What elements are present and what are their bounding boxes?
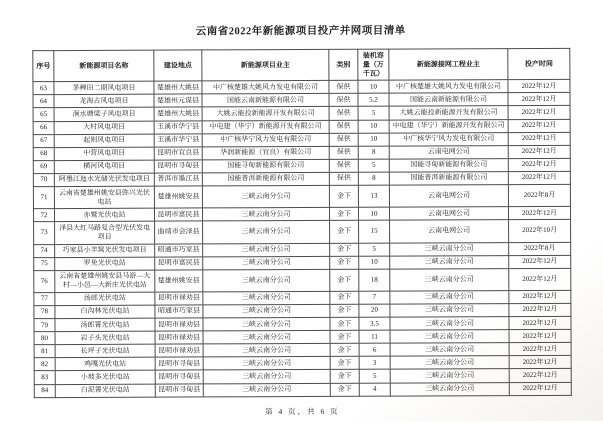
table-cell-no: 79 [34,319,55,332]
table-cell-location: 昭通市巧家县 [155,305,203,318]
table-cell-location: 昆明市禄劝县 [155,344,203,357]
table-cell-date: 2022年12月 [508,171,570,184]
table-cell-name: 中营风电项目 [54,147,154,161]
table-cell-no: 75 [34,257,55,270]
table-cell-name: 汤郎光伏电站 [55,292,155,306]
table-cell-category: 金下 [330,370,359,383]
table-cell-grid_owner: 中广核楚雄大姚风力发电有限公司 [389,80,508,94]
column-header-name: 新能源项目名称 [54,50,154,82]
table-cell-name: 涧水塘梁子风电项目 [54,108,154,122]
table-cell-date: 2022年12月 [508,106,570,119]
table-cell-category: 金下 [330,304,359,317]
table-cell-location: 楚雄州姚安县 [155,270,203,292]
table-cell-owner: 三峡云南分公司 [203,383,330,397]
table-cell-category: 金下 [330,383,359,396]
table-cell-capacity: 3 [359,356,390,369]
table-cell-date: 2022年12月 [509,356,571,369]
table-cell-grid_owner: 大姚云能投新能源开发有限公司 [389,106,508,120]
table-cell-name: 小坡多光伏电站 [55,371,155,385]
table-cell-grid_owner: 三峡云南分公司 [390,382,509,396]
table-cell-grid_owner: 云南电网公司 [389,207,508,221]
table-cell-capacity: 5.2 [358,93,389,106]
table-cell-category: 金下 [329,185,358,207]
table-cell-no: 64 [33,95,54,108]
table-cell-date: 2022年12月 [508,119,570,132]
table-cell-category: 保供 [329,146,358,159]
table-cell-capacity: 11 [359,330,390,343]
table-cell-capacity: 5 [359,370,390,383]
header-row [33,48,570,82]
table-cell-no: 84 [34,384,55,397]
table-cell-no: 80 [34,332,55,345]
table-cell-capacity: 7 [359,291,390,304]
table-row [33,184,570,209]
table-cell-location: 昆明市富民县 [155,257,203,270]
table-cell-owner: 三峡云南分公司 [203,370,330,384]
table-cell-category: 保供 [329,172,358,185]
table-cell-capacity: 15 [359,220,390,242]
table-row [34,268,571,293]
table-cell-no: 67 [33,134,54,147]
document-title: 云南省2022年新能源项目投产并网项目清单 [195,25,406,38]
table-cell-date: 2022年10月 [509,220,571,242]
table-cell-category: 金下 [330,256,359,269]
table-cell-owner: 三峡云南分公司 [203,291,330,305]
table-cell-no: 74 [34,244,55,257]
table-cell-name: 云南省楚雄州姚安县马游—大村—小邑—大新庄光伏电站 [55,270,155,293]
table-cell-date: 2022年12月 [508,145,570,158]
table-body [33,80,571,398]
table-cell-owner: 大姚云能投新能源开发有限公司 [202,107,329,121]
table-cell-no: 68 [33,147,54,160]
table-cell-grid_owner: 国能寻甸新能源有限公司 [389,158,508,172]
table-cell-capacity: 5 [359,243,390,256]
table-cell-owner: 三峡云南分公司 [203,269,330,292]
table-cell-grid_owner: 三峡云南分公司 [390,304,509,318]
table-cell-location: 昆明市禄劝县 [155,292,203,305]
table-cell-grid_owner: 三峡云南分公司 [390,343,509,357]
table-cell-date: 2022年12月 [508,80,570,93]
table-cell-location: 曲靖市会泽县 [155,221,203,243]
table-cell-name: 大村风电项目 [54,121,154,135]
table-cell-capacity: 5 [358,107,389,120]
table-cell-capacity: 5 [358,159,389,172]
table-cell-date: 2022年12月 [509,316,571,329]
table-cell-name: 云南省楚雄州姚安县弥兴光伏电站 [54,186,154,209]
table-cell-capacity: 20 [359,304,390,317]
table-cell-date: 2022年12月 [508,132,570,145]
table-cell-capacity: 10 [358,80,389,93]
table-cell-owner: 国能寻甸新能源有限公司 [202,159,329,173]
column-header-location: 建设地点 [154,50,202,81]
table-cell-grid_owner: 三峡云南分公司 [390,255,509,269]
table-cell-grid_owner: 云南电网公司 [389,185,508,208]
table-cell-category: 保供 [329,81,358,94]
table-cell-grid_owner: 国能云南新能源有限公司 [389,93,508,107]
table-cell-grid_owner: 三峡云南分公司 [390,330,509,344]
table-cell-capacity: 3.5 [359,317,390,330]
table-cell-category: 金下 [330,317,359,330]
table-cell-grid_owner: 三峡云南分公司 [390,356,509,370]
table-cell-capacity: 4 [359,383,390,396]
table-cell-category: 保供 [329,133,358,146]
table-cell-no: 65 [33,108,54,121]
table-cell-no: 83 [34,371,55,384]
table-cell-name: 长坪子光伏电站 [55,344,155,358]
table-cell-location: 昆明市寻甸县 [155,357,203,370]
table-cell-capacity: 10 [358,133,389,146]
table-cell-category: 金下 [330,221,359,243]
table-cell-owner: 中广核华宁风力发电有限公司 [202,133,329,147]
table-cell-date: 2022年12月 [508,93,570,106]
table-cell-location: 昆明市寻甸县 [154,160,202,173]
table-cell-category: 保供 [329,120,358,133]
table-cell-no: 82 [34,358,55,371]
table-cell-capacity: 8 [358,146,389,159]
table-cell-category: 保供 [329,159,358,172]
table-cell-location: 昆明市禄劝县 [155,318,203,331]
table-cell-owner: 中电建（华宁）新能源开发有限公司 [202,120,329,134]
table-cell-date: 2022年12月 [509,268,571,290]
table-cell-owner: 三峡云南分公司 [203,221,330,244]
table-cell-name: 白沟林光伏电站 [55,305,155,319]
table-cell-name: 鸡嘎光伏电站 [55,357,155,371]
table-cell-grid_owner: 三峡云南分公司 [390,242,509,256]
table-cell-name: 赤鹫光伏电站 [54,208,154,222]
table-cell-location: 楚雄州大姚县 [154,107,202,120]
table-cell-category: 金下 [330,243,359,256]
table-cell-date: 2022年12月 [508,207,570,220]
table-cell-category: 金下 [330,344,359,357]
table-cell-name: 罗免光伏电站 [55,257,155,271]
table-cell-name: 龙海古风电项目 [54,95,154,109]
table-cell-no: 71 [33,187,54,209]
column-header-owner: 新能源项目业主 [202,49,329,81]
table-cell-owner: 国能普洱新能源有限公司 [202,172,329,186]
page-number: 第 4 页，共 6 页 [265,406,340,416]
table-cell-name: 巧家县小羊窝光伏发电项目 [55,244,155,258]
table-cell-owner: 三峡云南分公司 [202,185,329,208]
table-cell-name: 起则风电项目 [54,134,154,148]
table-cell-no: 63 [33,82,54,95]
table-cell-grid_owner: 中电建（华宁）新能源开发有限公司 [389,119,508,133]
table-cell-no: 81 [34,345,55,358]
table-cell-grid_owner: 三峡云南分公司 [390,369,509,383]
table-cell-location: 昆明市宜良县 [154,147,202,160]
table-header [33,48,570,82]
table-cell-grid_owner: 中广核华宁风力发电有限公司 [389,132,508,146]
column-header-date: 投产时间 [508,48,570,80]
table-cell-category: 金下 [330,269,359,291]
table-cell-category: 保供 [329,94,358,107]
table-cell-location: 玉溪市华宁县 [154,120,202,133]
table-cell-no: 69 [33,160,54,173]
table-cell-name: 汤郎箐光伏电站 [55,318,155,332]
table-cell-capacity: 18 [359,269,390,291]
column-header-capacity: 装机容量（万千瓦） [358,49,389,80]
table-cell-capacity: 13 [358,185,389,207]
table-cell-capacity: 10 [358,207,389,220]
table-cell-owner: 三峡云南分公司 [203,256,330,270]
table-cell-owner: 三峡云南分公司 [203,331,330,345]
table-cell-name: 泽县大红马路复合型光伏发电项目 [55,221,155,244]
table-cell-location: 昆明市寻甸县 [155,370,203,383]
table-cell-category: 金下 [330,291,359,304]
table-cell-owner: 三峡云南分公司 [203,344,330,358]
table-cell-owner: 中广核楚雄大姚风力发电有限公司 [202,81,329,95]
table-cell-capacity: 6 [359,343,390,356]
table-cell-name: 茅稗田二期风电项目 [54,81,154,95]
table-cell-grid_owner: 三峡云南分公司 [390,290,509,304]
column-header-category: 类别 [329,49,358,80]
table-cell-name: 白泥箐光伏电站 [55,384,155,398]
column-header-grid-owner: 新能源接网工程业主 [389,49,508,81]
table-cell-date: 2022年8月 [508,184,570,206]
projects-table [32,48,572,398]
table-cell-owner: 国能云南新能源有限公司 [202,94,329,108]
table-cell-grid_owner: 云南电网公司 [389,145,508,159]
table-cell-no: 66 [33,121,54,134]
table-cell-owner: 华润新能源（宜良）有限公司 [202,146,329,160]
table-cell-name: 岩子头光伏电站 [55,331,155,345]
table-cell-location: 昆明市禄劝县 [155,331,203,344]
table-cell-owner: 三峡云南分公司 [203,357,330,371]
table-cell-no: 72 [33,209,54,222]
table-cell-owner: 三峡云南分公司 [202,208,329,222]
table-cell-capacity: 8 [358,172,389,185]
table-cell-date: 2022年12月 [509,329,571,342]
table-cell-date: 2022年12月 [509,369,571,382]
table-cell-category: 金下 [330,357,359,370]
table-cell-date: 2022年12月 [509,303,571,316]
table-cell-grid_owner: 国能普洱新能源有限公司 [389,172,508,186]
table-cell-date: 2022年12月 [509,255,571,268]
table-cell-owner: 三峡云南分公司 [203,243,330,257]
table-row [34,220,571,245]
table-cell-owner: 三峡云南分公司 [203,317,330,331]
table-cell-location: 昆明市寻甸县 [155,383,203,396]
table-cell-location: 普洱市墨江县 [154,173,202,186]
table-cell-location: 楚雄州大姚县 [154,81,202,94]
table-cell-location: 楚雄州姚安县 [154,186,202,208]
table-cell-no: 78 [34,306,55,319]
table-cell-name: 横河风电项目 [54,160,154,174]
table-cell-category: 金下 [329,207,358,220]
table-cell-no: 70 [33,174,54,187]
table-cell-date: 2022年8月 [509,242,571,255]
table-row [34,382,571,397]
table-cell-category: 金下 [330,330,359,343]
table-cell-no: 76 [34,270,55,292]
table-cell-grid_owner: 三峡云南分公司 [390,268,509,291]
table-cell-date: 2022年12月 [509,290,571,303]
table-cell-location: 昆明市富民县 [154,208,202,221]
table-cell-owner: 三峡云南分公司 [203,304,330,318]
table-cell-date: 2022年12月 [509,382,571,395]
table-cell-grid_owner: 云南电网公司 [390,220,509,243]
table-cell-category: 保供 [329,107,358,120]
table-cell-location: 楚雄州元谋县 [154,94,202,107]
table-cell-no: 73 [34,222,55,244]
table-cell-date: 2022年12月 [509,343,571,356]
table-cell-location: 玉溪市华宁县 [154,134,202,147]
table-cell-location: 昭通市巧家县 [155,243,203,256]
table-cell-date: 2022年12月 [508,158,570,171]
table-cell-capacity: 10 [358,120,389,133]
table-cell-capacity: 10 [359,256,390,269]
column-header-no: 序号 [33,51,54,82]
table-cell-no: 77 [34,292,55,305]
table-cell-grid_owner: 三峡云南分公司 [390,317,509,331]
table-cell-name: 阿墨江迤水光储光伏发电项目 [54,173,154,187]
